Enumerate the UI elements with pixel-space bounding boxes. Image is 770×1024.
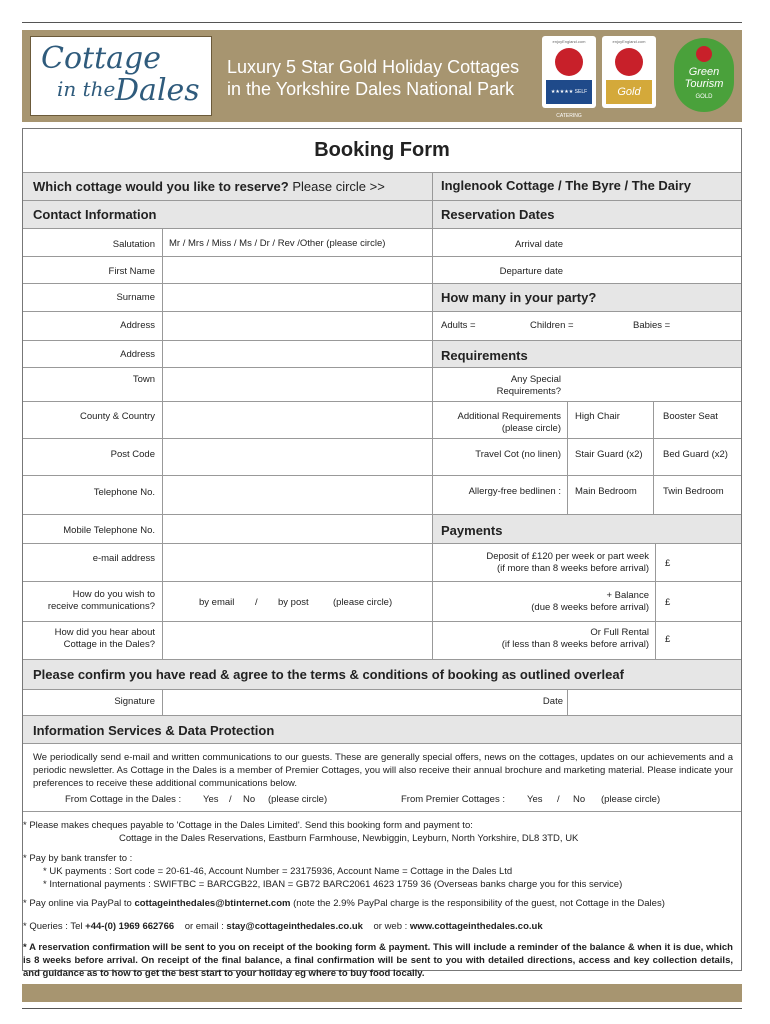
paypal-email-link[interactable]: cottageinthedales@btinternet.com (134, 898, 291, 909)
balance-line-1: + Balance (606, 590, 649, 601)
top-rule (22, 22, 742, 23)
premier-no-option[interactable]: No (573, 794, 586, 805)
queries-mid: or email : (174, 921, 227, 932)
queries-pre: * Queries : Tel (23, 921, 86, 932)
cottage-in-the-dales-logo (30, 36, 212, 116)
tagline-line-2: in the Yorkshire Dales National Park (227, 79, 515, 99)
payments-header: Payments (441, 523, 503, 538)
salutation-label: Salutation (112, 239, 155, 250)
award2-label: Gold (606, 80, 652, 104)
tagline-line-1: Luxury 5 Star Gold Holiday Cottages (227, 57, 520, 77)
booking-form (22, 128, 742, 979)
cid-circle-hint: (please circle) (268, 794, 328, 805)
contact-header: Contact Information (33, 207, 157, 222)
logo-word-in-the: in the (57, 77, 116, 101)
balance-currency: £ (665, 597, 671, 608)
queries-tel[interactable]: +44-(0) 1969 662766 (85, 921, 175, 932)
bed-guard-option[interactable]: Bed Guard (x2) (663, 449, 728, 460)
award-gold-icon (602, 36, 656, 108)
award2-site: enjoyEngland.com (612, 39, 646, 44)
balance-line-2: (due 8 weeks before arrival) (531, 602, 649, 613)
wish-line-2: receive communications? (47, 601, 155, 612)
deposit-line-2: (if more than 8 weeks before arrival) (496, 563, 649, 574)
party-header: How many in your party? (441, 290, 597, 305)
premier-yes-option[interactable]: Yes (527, 794, 543, 805)
queries-email-link[interactable]: stay@cottageinthedales.co.uk (226, 921, 363, 932)
footer-band (22, 984, 742, 1002)
info-header: Information Services & Data Protection (33, 723, 275, 738)
green-tourism-grade: GOLD (695, 94, 713, 100)
deposit-line-1: Deposit of £120 per week or part week (486, 551, 649, 562)
date-label: Date (542, 696, 563, 707)
hear-line-1: How did you hear about (54, 627, 155, 638)
header-banner (22, 30, 742, 122)
info-text: We periodically send e-mail and written communications to our guests. These are generally special offers, news on the cottages, updates on our achievements and a periodic newsletter. As Cottage in the Dales is a member of Premier Cottages, you will also receive their annual brochure and marketing material. Please indicate your preferences to receive these additional communications below. (33, 752, 733, 789)
award1-label: ★★★★★ SELF CATERING (546, 80, 592, 104)
first-name-label: First Name (108, 266, 155, 277)
queries-mid2: or web : (362, 921, 410, 932)
allergy-label: Allergy-free bedlinen : (468, 486, 561, 497)
cid-slash: / (229, 794, 232, 805)
bottom-rule (22, 1008, 742, 1009)
mobile-label: Mobile Telephone No. (63, 525, 155, 536)
balance-label (435, 590, 649, 614)
cottage-question-text: Which cottage would you like to reserve? (33, 179, 289, 194)
babies-label[interactable]: Babies = (633, 320, 671, 331)
deposit-label (435, 551, 649, 575)
from-premier-label: From Premier Cottages : (401, 794, 505, 805)
full-rental-line-1: Or Full Rental (590, 627, 649, 638)
wish-label (23, 589, 155, 613)
town-label: Town (132, 374, 155, 385)
cheques-line-1: * Please makes cheques payable to 'Cottage in the Dales Limited'. Send this booking form and payment to: (23, 820, 473, 831)
children-label[interactable]: Children = (530, 320, 574, 331)
surname-label: Surname (116, 292, 155, 303)
from-cid-label: From Cottage in the Dales : (65, 794, 182, 805)
queries-web-link[interactable]: www.cottageinthedales.co.uk (409, 921, 543, 932)
rose-icon (555, 48, 583, 76)
bank-line-2: * UK payments : Sort code = 20-61-46, Account Number = 23175936, Account Name = Cottage in the Dales Ltd (43, 866, 513, 877)
green-tourism-icon (674, 38, 734, 112)
paypal-pre: * Pay online via PayPal to (23, 898, 135, 909)
premier-slash: / (557, 794, 560, 805)
deposit-currency: £ (665, 558, 671, 569)
bank-line-1: * Pay by bank transfer to : (23, 853, 133, 864)
confirmation-note: * A reservation confirmation will be sent to you on receipt of the booking form & payment. This will include a reminder of the balance & when it is due, which is 8 weeks before arrival. On receipt of the final balance, a final confirmation will be sent to you with detailed directions, access and key collection details, and guidance as to how to get the best start to your holiday eg where to buy food locally. (23, 942, 733, 979)
rose-icon (615, 48, 643, 76)
cottage-hint: Please circle >> (292, 179, 385, 194)
award-self-catering-icon (542, 36, 596, 119)
address2-label: Address (120, 349, 155, 360)
premier-circle-hint: (please circle) (601, 794, 661, 805)
arrival-label: Arrival date (514, 239, 563, 250)
signature-label: Signature (114, 696, 155, 707)
green-tourism-label: Green Tourism (684, 66, 724, 90)
cottage-options[interactable]: Inglenook Cottage / The Byre / The Dairy (441, 178, 691, 193)
telephone-label: Telephone No. (93, 487, 155, 498)
comm-slash: / (255, 597, 258, 608)
wish-line-1: How do you wish to (72, 589, 155, 600)
travel-cot-option[interactable]: Travel Cot (no linen) (475, 449, 561, 460)
confirm-terms: Please confirm you have read & agree to the terms & conditions of booking as outlined overleaf (33, 667, 624, 682)
stair-guard-option[interactable]: Stair Guard (x2) (575, 449, 643, 460)
by-email-option[interactable]: by email (199, 597, 235, 608)
email-label: e-mail address (92, 553, 155, 564)
paypal-post: (note the 2.9% PayPal charge is the responsibility of the guest, not Cottage in the Dales) (290, 898, 665, 909)
full-rental-line-2: (if less than 8 weeks before arrival) (501, 639, 649, 650)
logo-word-dales: Dales (115, 73, 200, 108)
award1-site: enjoyEngland.com (552, 39, 586, 44)
hear-line-2: Cottage in the Dales? (63, 639, 155, 650)
bank-note (23, 852, 741, 891)
cheques-line-2: Cottage in the Dales Reservations, Eastburn Farmhouse, Newbiggin, Leyburn, North Yorkshire, DL8 3TD, UK (119, 833, 579, 844)
departure-label: Departure date (499, 266, 563, 277)
green-tourism-flower-icon (696, 46, 712, 62)
twin-bedroom-option[interactable]: Twin Bedroom (663, 486, 724, 497)
full-rental-currency: £ (665, 634, 671, 645)
booster-seat-option[interactable]: Booster Seat (663, 411, 718, 422)
main-bedroom-option[interactable]: Main Bedroom (575, 486, 637, 497)
address-label: Address (120, 320, 155, 331)
high-chair-option[interactable]: High Chair (575, 411, 620, 422)
postcode-label: Post Code (110, 449, 155, 460)
tagline (227, 56, 519, 100)
hear-label (23, 627, 155, 651)
bank-line-3: * International payments : SWIFTBC = BARCGB22, IBAN = GB72 BARC2061 4623 1759 36 (Overseas banks charge you for this service) (43, 879, 623, 890)
county-label: County & Country (80, 411, 155, 422)
paypal-note (23, 897, 741, 910)
full-rental-label (435, 627, 649, 651)
cid-yes-option[interactable]: Yes (203, 794, 219, 805)
adults-label[interactable]: Adults = (441, 320, 476, 331)
by-post-option[interactable]: by post (278, 597, 309, 608)
queries-note (23, 920, 741, 933)
form-title: Booking Form (314, 139, 450, 161)
cheques-note (23, 819, 741, 845)
cid-no-option[interactable]: No (243, 794, 256, 805)
salutation-options[interactable]: Mr / Mrs / Miss / Ms / Dr / Rev /Other (please circle) (169, 238, 386, 249)
special-req-label: Any Special Requirements? (496, 374, 561, 397)
logo-word-cottage: Cottage (41, 41, 161, 76)
reservation-header: Reservation Dates (441, 207, 555, 222)
additional-req-label: Additional Requirements (please circle) (457, 411, 561, 434)
cottage-question (33, 179, 385, 194)
requirements-header: Requirements (441, 348, 528, 363)
comm-circle-hint: (please circle) (333, 597, 393, 608)
